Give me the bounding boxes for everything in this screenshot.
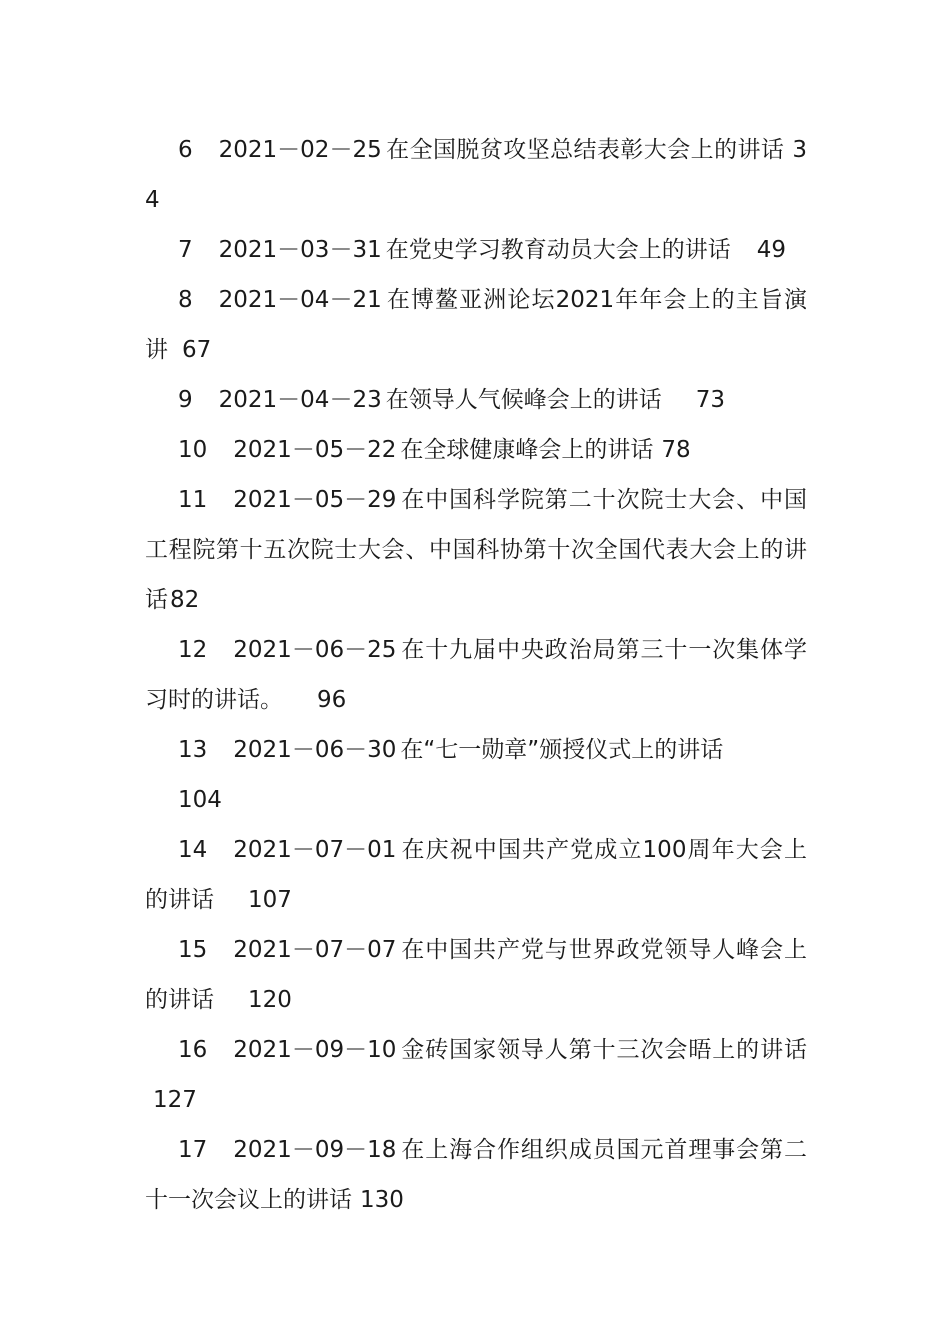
entry-page: 67 — [182, 337, 212, 363]
entry-page: 127 — [153, 1087, 197, 1113]
toc-entry — [145, 425, 807, 475]
entry-date: 2021－09－18 — [233, 1137, 397, 1163]
toc-entry — [145, 475, 807, 625]
entry-date: 2021－07－07 — [233, 937, 397, 963]
entry-title: 在庆祝中国共产党成立100周年大会上的讲话 — [145, 837, 807, 913]
entry-page: 96 — [317, 687, 347, 713]
entry-title: 在十九届中央政治局第三十一次集体学习时的讲话。 — [145, 637, 807, 713]
entry-date: 2021－09－10 — [233, 1037, 397, 1063]
entry-page: 34 — [145, 137, 807, 213]
toc-entry — [145, 1125, 807, 1225]
entry-number: 9 — [178, 387, 193, 413]
entry-date: 2021－02－25 — [218, 137, 382, 163]
entry-number: 6 — [178, 137, 193, 163]
entry-page: 130 — [360, 1187, 404, 1213]
entry-number: 11 — [178, 487, 208, 513]
entry-number: 16 — [178, 1037, 208, 1063]
entry-number: 15 — [178, 937, 208, 963]
entry-title: 在领导人气候峰会上的讲话 — [385, 387, 662, 413]
entry-page: 104 — [178, 787, 222, 813]
entry-date: 2021－07－01 — [233, 837, 397, 863]
entry-number: 12 — [178, 637, 208, 663]
toc-entry — [145, 225, 807, 275]
entry-title: 在全球健康峰会上的讲话 — [400, 437, 654, 463]
entry-date: 2021－05－22 — [233, 437, 397, 463]
entry-title: 在上海合作组织成员国元首理事会第二十一次会议上的讲话 — [145, 1137, 807, 1213]
entry-title: 在中国科学院第二十次院士大会、中国工程院第十五次院士大会、中国科协第十次全国代表大会上的讲话 — [145, 487, 807, 613]
entry-number: 17 — [178, 1137, 208, 1163]
toc-entry — [145, 375, 807, 425]
entry-title: 金砖国家领导人第十三次会晤上的讲话 — [400, 1037, 807, 1063]
entry-page: 49 — [756, 237, 786, 263]
table-of-contents — [145, 125, 807, 1225]
entry-date: 2021－04－23 — [218, 387, 382, 413]
entry-date: 2021－06－30 — [233, 737, 397, 763]
entry-number: 10 — [178, 437, 208, 463]
toc-entry — [145, 1025, 807, 1125]
entry-title: 在全国脱贫攻坚总结表彰大会上的讲话 — [385, 137, 785, 163]
entry-page: 120 — [248, 987, 292, 1013]
toc-entry — [145, 625, 807, 725]
entry-number: 13 — [178, 737, 208, 763]
toc-entry — [145, 275, 807, 375]
entry-title: 在博鳌亚洲论坛2021年年会上的主旨演讲 — [145, 287, 807, 363]
toc-entry — [145, 125, 807, 225]
toc-entry — [145, 825, 807, 925]
toc-entry — [145, 725, 807, 825]
toc-entry — [145, 925, 807, 1025]
entry-page: 107 — [248, 887, 292, 913]
entry-date: 2021－06－25 — [233, 637, 397, 663]
entry-title: 在中国共产党与世界政党领导人峰会上的讲话 — [145, 937, 807, 1013]
entry-date: 2021－03－31 — [218, 237, 382, 263]
entry-number: 7 — [178, 237, 193, 263]
entry-page: 78 — [661, 437, 691, 463]
entry-title: 在党史学习教育动员大会上的讲话 — [385, 237, 731, 263]
entry-page: 82 — [170, 587, 200, 613]
entry-number: 8 — [178, 287, 193, 313]
entry-date: 2021－04－21 — [218, 287, 382, 313]
entry-date: 2021－05－29 — [233, 487, 397, 513]
entry-number: 14 — [178, 837, 208, 863]
entry-page: 73 — [695, 387, 725, 413]
entry-title: 在“七一勋章”颁授仪式上的讲话 — [400, 737, 724, 763]
